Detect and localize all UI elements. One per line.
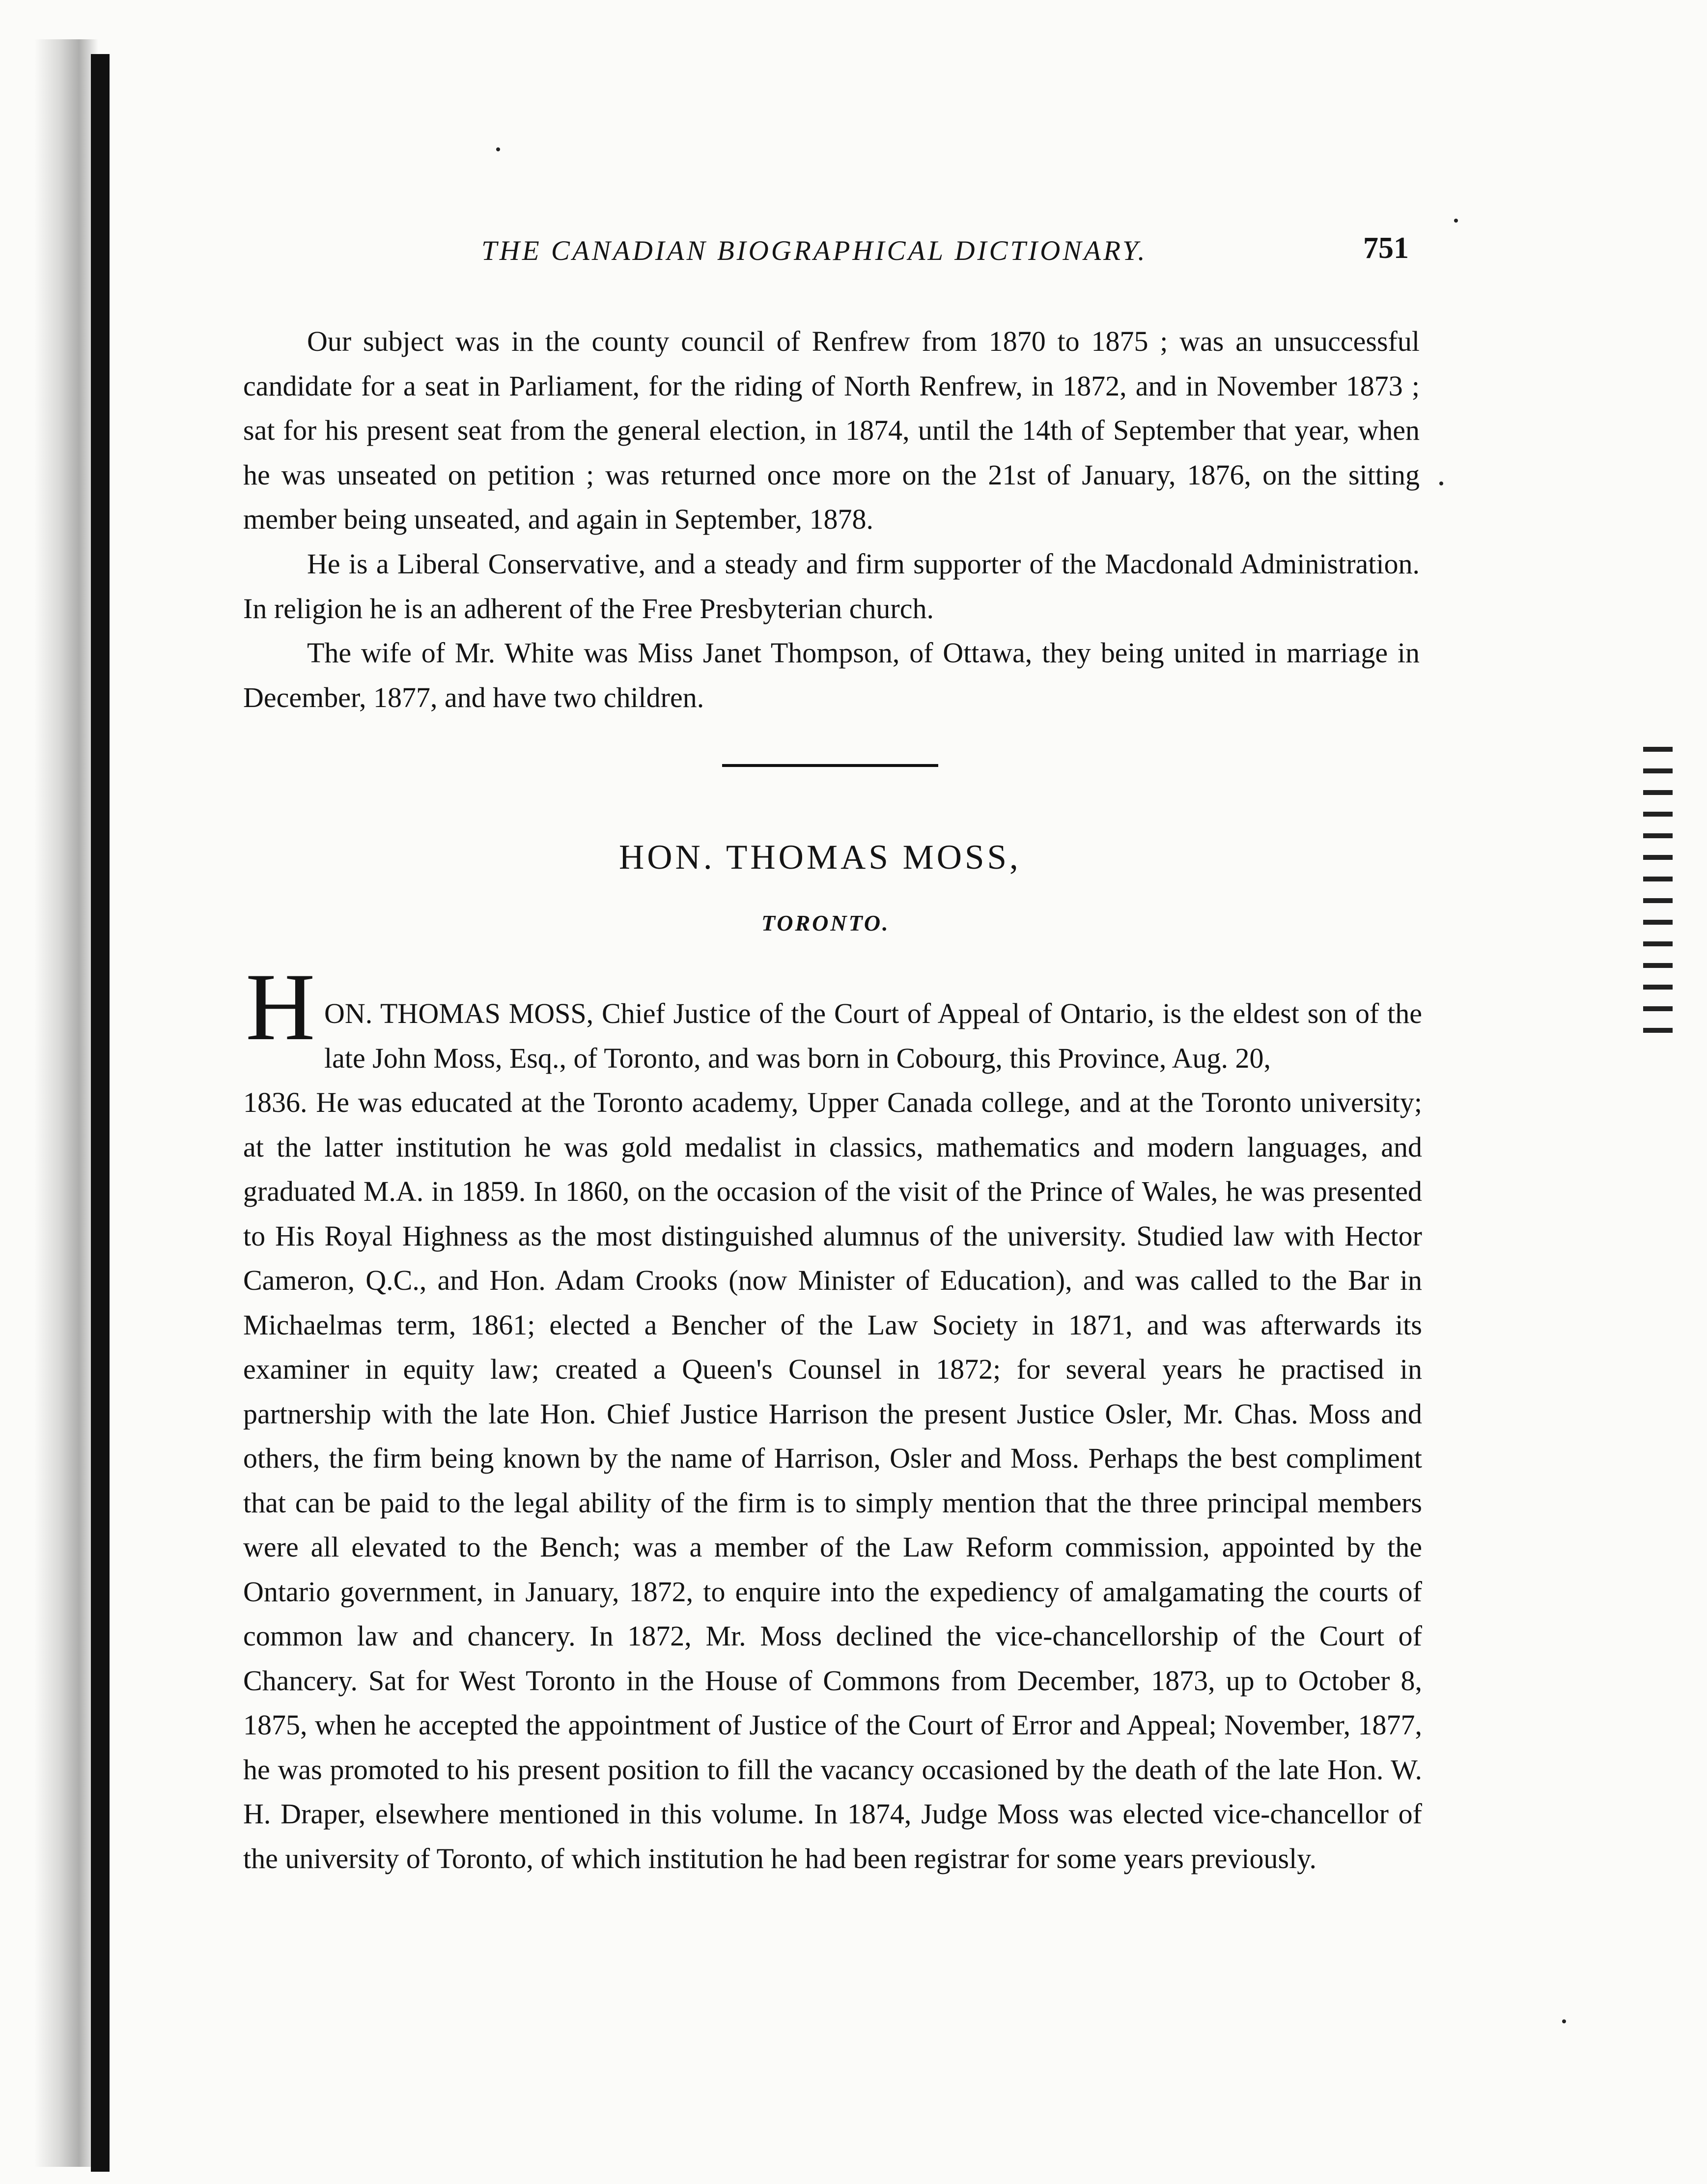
scan-speck: [1562, 2019, 1566, 2023]
entry-opening-lines: ON. THOMAS MOSS, Chief Justice of the Court of Appeal of Ontario, is the eldest son of the late John Moss, Esq., of Toronto, and was born in Cobourg, this Province, Aug. 20,: [324, 997, 1422, 1074]
previous-entry-paragraph: He is a Liberal Conservative, and a steady and firm supporter of the Macdonald Administration. In religion he is an adherent of the Free Presbyterian church.: [243, 548, 1420, 624]
running-header: THE CANADIAN BIOGRAPHICAL DICTIONARY.: [481, 235, 1147, 266]
page-number: 751: [1363, 231, 1409, 265]
entry-body: 1836. He was educated at the Toronto academy, Upper Canada college, and at the Toronto university; at the latter institution he was gold medalist in classics, mathematics and modern languages, and graduated M.A. in 1859. In 1860, on the occasion of the visit of the Prince of Wales, he was presented to His Royal Highness as the most distinguished alumnus of the university. Studied law with Hector Cameron, Q.C., and Hon. Adam Crooks (now Minister of Education), and was called to the Bar in Michaelmas term, 1861; elected a Bencher of the Law Society in 1871, and was afterwards its examiner in equity law; created a Queen's Counsel in 1872; for several years he practised in partnership with the late Hon. Chief Justice Harrison the present Justice Osler, Mr. Chas. Moss and others, the firm being known by the name of Harrison, Osler and Moss. Perhaps the best compliment that can be paid to the legal ability of the firm is to simply mention that the three principal members were all elevated to the Bench; was a member of the Law Reform commission, appointed by the Ontario government, in January, 1872, to enquire into the expediency of amalgamating the courts of common law and chancery. In 1872, Mr. Moss declined the vice-chancellorship of the Court of Chancery. Sat for West Toronto in the House of Commons from December, 1873, up to October 8, 1875, when he accepted the appointment of Justice of the Court of Error and Appeal; November, 1877, he was promoted to his present position to fill the vacancy occasioned by the death of the late Hon. W. H. Draper, elsewhere mentioned in this volume. In 1874, Judge Moss was elected vice-chancellor of the university of Toronto, of which institution he had been registrar for some years previously.: [243, 1086, 1422, 1874]
entry-title: HON. THOMAS MOSS,: [619, 838, 1021, 877]
scan-speck: [1439, 482, 1443, 485]
previous-entry-paragraph: The wife of Mr. White was Miss Janet Thompson, of Ottawa, they being united in marriage in December, 1877, and have two children.: [243, 637, 1420, 713]
edge-marks: [1643, 747, 1673, 1061]
section-divider: [722, 764, 938, 767]
scan-speck: [496, 147, 500, 151]
scan-speck: [1454, 219, 1458, 223]
previous-entry-paragraph: Our subject was in the county council of Renfrew from 1870 to 1875 ; was an unsuccessful candidate for a seat in Parliament, for the riding of North Renfrew, in 1872, and in November 1873 ; sat for his present seat from the general election, in 1874, until the 14th of September that year, when he was unseated on petition ; was returned once more on the 21st of January, 1876, on the sitting member being unseated, and again in September, 1878.: [243, 325, 1420, 535]
drop-cap: H: [246, 954, 315, 1060]
binding-shadow: [34, 39, 98, 2167]
entry-place: TORONTO.: [761, 910, 890, 936]
binding-edge: [91, 54, 110, 2172]
